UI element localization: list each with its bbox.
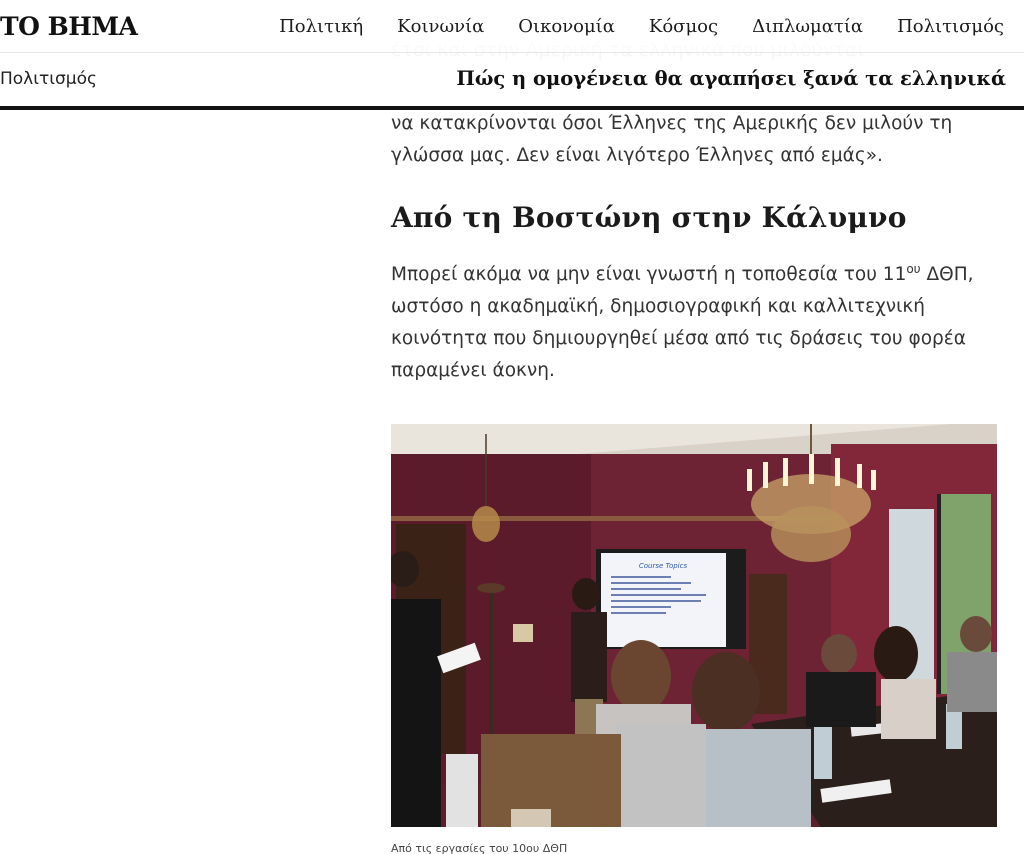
article-photo[interactable]	[391, 424, 997, 827]
site-logo[interactable]: ΤΟ ΒΗΜΑ	[0, 12, 138, 41]
paragraph-text: Μπορεί ακόμα να μην είναι γνωστή η τοποθεσία του 11	[391, 264, 907, 285]
nav-link-culture[interactable]: Πολιτισμός	[897, 15, 1004, 37]
paragraph-text: ΔΘΠ, ωστόσο η ακαδημαϊκή, δημοσιογραφική και καλλιτεχνική κοινότητα που δημιουργηθεί μέσα από τις δράσεις του φορέα παραμένει άοκνη.	[391, 264, 974, 381]
nav-link-world[interactable]: Κόσμος	[648, 15, 719, 37]
sticky-article-bar	[0, 53, 1024, 106]
article-paragraph	[391, 259, 1003, 387]
ordinal-superscript: ου	[906, 261, 921, 276]
nav-link-society[interactable]: Κοινωνία	[397, 15, 485, 37]
paragraph-line: να κατακρίνονται όσοι Έλληνες της Αμερικής δεν μιλούν τη	[391, 113, 953, 134]
photo-caption: Από τις εργασίες του 10ου ΔΘΠ	[391, 842, 568, 854]
header-divider	[0, 106, 1024, 110]
slide-title: Course Topics	[638, 562, 688, 570]
main-navigation	[279, 0, 1004, 52]
sticky-article-title: Πώς η ομογένεια θα αγαπήσει ξανά τα ελληνικά	[456, 67, 1006, 90]
section-breadcrumb[interactable]: Πολιτισμός	[0, 69, 97, 89]
paragraph-line: γλώσσα μας. Δεν είναι λιγότερο Έλληνες από εμάς».	[391, 145, 883, 166]
top-navigation-bar	[0, 0, 1024, 53]
nav-link-economy[interactable]: Οικονομία	[518, 15, 615, 37]
section-heading: Από τη Βοστώνη στην Κάλυμνο	[391, 201, 907, 234]
nav-link-diplomacy[interactable]: Διπλωματία	[752, 15, 864, 37]
nav-link-politics[interactable]: Πολιτική	[279, 15, 364, 37]
conference-room-photo	[391, 424, 997, 827]
article-paragraph	[391, 108, 1003, 172]
